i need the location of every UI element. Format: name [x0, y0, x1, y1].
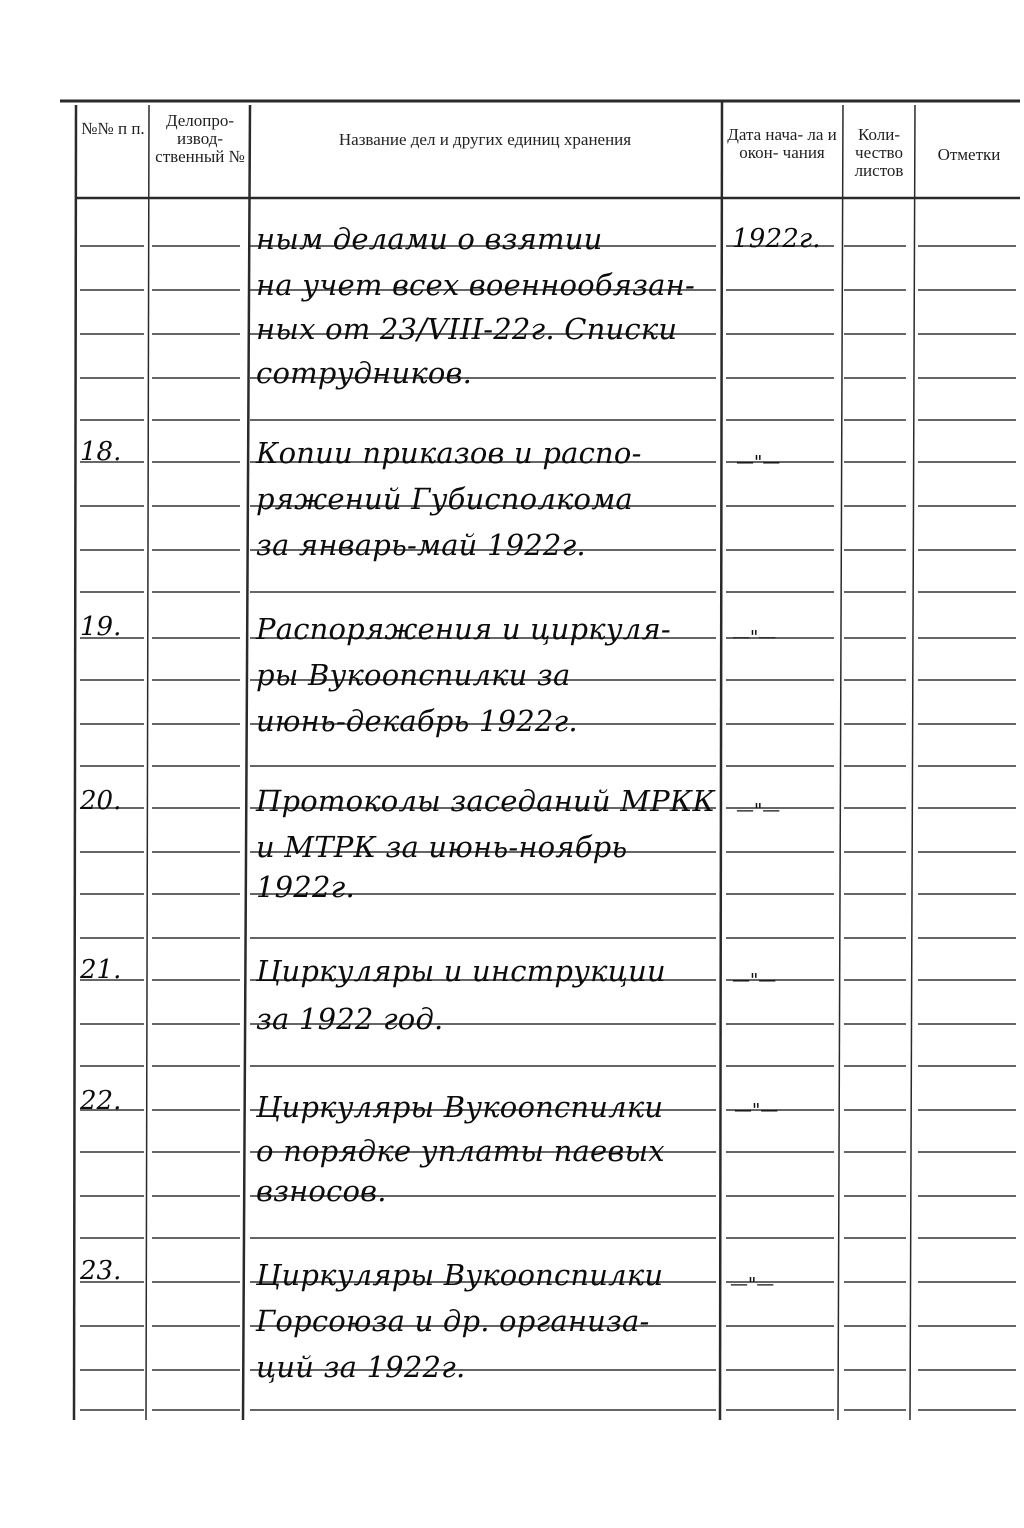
entry-line: ций за 1922г. — [256, 1350, 466, 1384]
entry-line: сотрудников. — [256, 356, 473, 390]
entry-line: за январь-май 1922г. — [256, 528, 586, 562]
entry-line: Циркуляры и инструкции — [256, 954, 666, 988]
entry-line: ным делами о взятии — [256, 222, 603, 256]
entry-number: 21. — [80, 955, 122, 985]
entry-line: Копии приказов и распо- — [256, 436, 642, 470]
entry-line: 1922г. — [256, 870, 355, 904]
entry-line: Распоряжения и циркуля- — [256, 612, 671, 646]
entry-line: июнь-декабрь 1922г. — [256, 704, 578, 738]
entry-date: 1922г. — [732, 224, 821, 254]
header-notes: Отметки — [937, 145, 1001, 164]
ditto-mark: —"— — [732, 970, 777, 991]
header-dates: Дата нача- ла и окон- чания — [727, 125, 837, 162]
entry-line: Горсоюза и др. организа- — [256, 1304, 650, 1338]
entry-line: Циркуляры Вукоопспилки — [256, 1258, 664, 1292]
entry-number: 22. — [80, 1086, 122, 1116]
entry-number: 19. — [80, 612, 122, 642]
entry-number: 23. — [80, 1256, 122, 1286]
ditto-mark: —"— — [736, 800, 781, 821]
entry-line: и МТРК за июнь-ноябрь — [256, 830, 628, 864]
entry-line: Протоколы заседаний МРКК — [256, 784, 716, 818]
header-sheets: Коли- чество листов — [854, 125, 904, 180]
entry-line: на учет всех военнообязан- — [256, 268, 695, 302]
entry-line: взносов. — [256, 1174, 387, 1208]
header-office-number: Делопро- извод- ственный № — [155, 111, 245, 166]
entry-number: 18. — [80, 437, 122, 467]
entry-line: за 1922 год. — [256, 1002, 444, 1036]
ditto-mark: —"— — [736, 452, 781, 473]
entry-line: о порядке уплаты паевых — [256, 1134, 665, 1168]
entry-line: Циркуляры Вукоопспилки — [256, 1090, 664, 1124]
ditto-mark: —"— — [730, 1274, 775, 1295]
ditto-mark: —"— — [732, 627, 777, 648]
entry-line: ры Вукоопспилки за — [256, 658, 571, 692]
ditto-mark: —"— — [734, 1100, 779, 1121]
entry-line: ных от 23/VIII-22г. Списки — [256, 312, 678, 346]
header-title: Название дел и других единиц хранения — [338, 130, 632, 149]
entry-line: ряжений Губисполкома — [256, 482, 633, 516]
entry-number: 20. — [80, 786, 122, 816]
header-num: №№ п п. — [81, 119, 145, 138]
